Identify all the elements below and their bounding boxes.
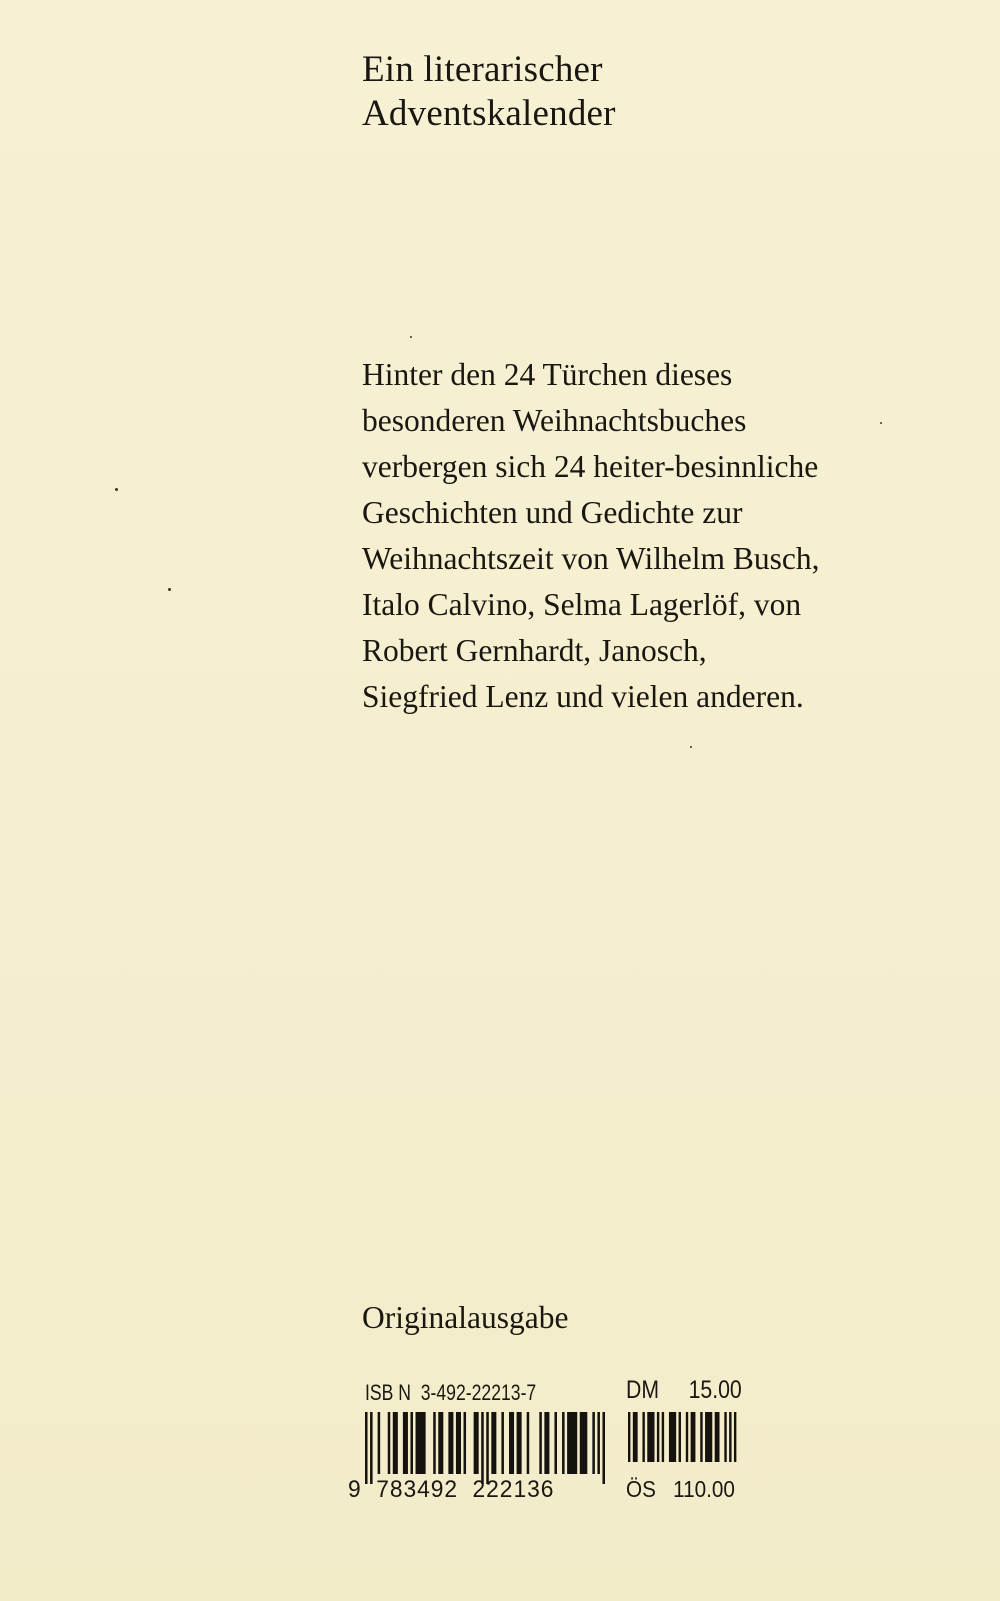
blurb-text — [362, 352, 962, 720]
price-dm: DM 15.00 — [626, 1376, 742, 1404]
barcode-bar — [416, 1412, 426, 1474]
barcode-bar — [474, 1412, 479, 1474]
blurb-line-8: Siegfried Lenz und vielen anderen. — [362, 679, 804, 714]
barcode-bar — [448, 1412, 453, 1474]
paper-speck — [690, 746, 692, 748]
barcode-bar — [597, 1412, 600, 1474]
barcode-bar — [403, 1412, 408, 1474]
barcode-bar — [679, 1412, 681, 1462]
isbn-label: ISB N 3-492-22213-7 — [365, 1380, 537, 1405]
barcode-bar — [410, 1412, 413, 1474]
barcode-bar — [734, 1412, 736, 1462]
barcode-bar — [567, 1412, 577, 1474]
barcode-bar — [378, 1412, 381, 1474]
barcode-bar — [657, 1412, 659, 1462]
barcode-bar — [686, 1412, 688, 1462]
blurb-line-2: besonderen Weihnachtsbuches — [362, 403, 747, 438]
title-line-2: Adventskalender — [362, 93, 616, 134]
barcode-bar — [705, 1412, 712, 1462]
barcode-bar — [633, 1412, 638, 1462]
book-title — [362, 48, 616, 136]
barcode-bar — [691, 1412, 696, 1462]
barcode-bar — [662, 1412, 664, 1462]
paper-speck — [168, 588, 171, 591]
edition-label: Originalausgabe — [362, 1300, 569, 1335]
barcode-bar — [539, 1412, 542, 1474]
barcode-bar — [647, 1412, 654, 1462]
barcode-bar — [501, 1412, 504, 1474]
paper-speck — [410, 336, 412, 338]
barcode-bar — [527, 1412, 530, 1474]
title-line-1: Ein literarischer — [362, 49, 603, 90]
paper-speck — [880, 422, 882, 424]
blurb-line-7: Robert Gernhardt, Janosch, — [362, 633, 707, 668]
barcode-bar — [642, 1412, 644, 1462]
barcode-bar — [669, 1412, 676, 1462]
blurb-line-3: verbergen sich 24 heiter-besinnliche — [362, 449, 819, 484]
barcode-bar — [456, 1412, 461, 1474]
ean-barcode — [365, 1412, 605, 1484]
barcode-bar — [365, 1412, 368, 1484]
blurb-line-4: Geschichten und Gedichte zur — [362, 495, 743, 530]
barcode-bar — [724, 1412, 726, 1462]
barcode-bar — [433, 1412, 436, 1474]
blurb-line-6: Italo Calvino, Selma Lagerlöf, von — [362, 587, 802, 622]
barcode-bar — [481, 1412, 484, 1484]
barcode-digits: 9 783492 222136 — [348, 1476, 555, 1503]
barcode-bar — [491, 1412, 496, 1474]
barcode-bar — [592, 1412, 595, 1474]
barcode-bar — [438, 1412, 443, 1474]
barcode-bar — [602, 1412, 605, 1484]
price-os: ÖS 110.00 — [626, 1476, 735, 1502]
barcode-bar — [464, 1412, 467, 1474]
barcode-bar — [509, 1412, 514, 1474]
barcode-bar — [562, 1412, 565, 1474]
barcode-bar — [388, 1412, 391, 1474]
paper-speck — [115, 488, 118, 491]
barcode-bar — [393, 1412, 398, 1474]
barcode-bar — [628, 1412, 630, 1462]
barcode-bar — [544, 1412, 549, 1474]
barcode-bar — [517, 1412, 522, 1474]
barcode-bar — [486, 1412, 489, 1484]
barcode-bar — [715, 1412, 720, 1462]
barcode-bar — [700, 1412, 702, 1462]
barcode-bar — [580, 1412, 588, 1474]
barcode-bar — [370, 1412, 373, 1484]
barcode-bar — [729, 1412, 731, 1462]
price-addon-barcode — [628, 1412, 746, 1472]
barcode-bar — [554, 1412, 557, 1474]
blurb-line-5: Weihnachtszeit von Wilhelm Busch, — [362, 541, 820, 576]
blurb-line-1: Hinter den 24 Türchen dieses — [362, 357, 733, 392]
